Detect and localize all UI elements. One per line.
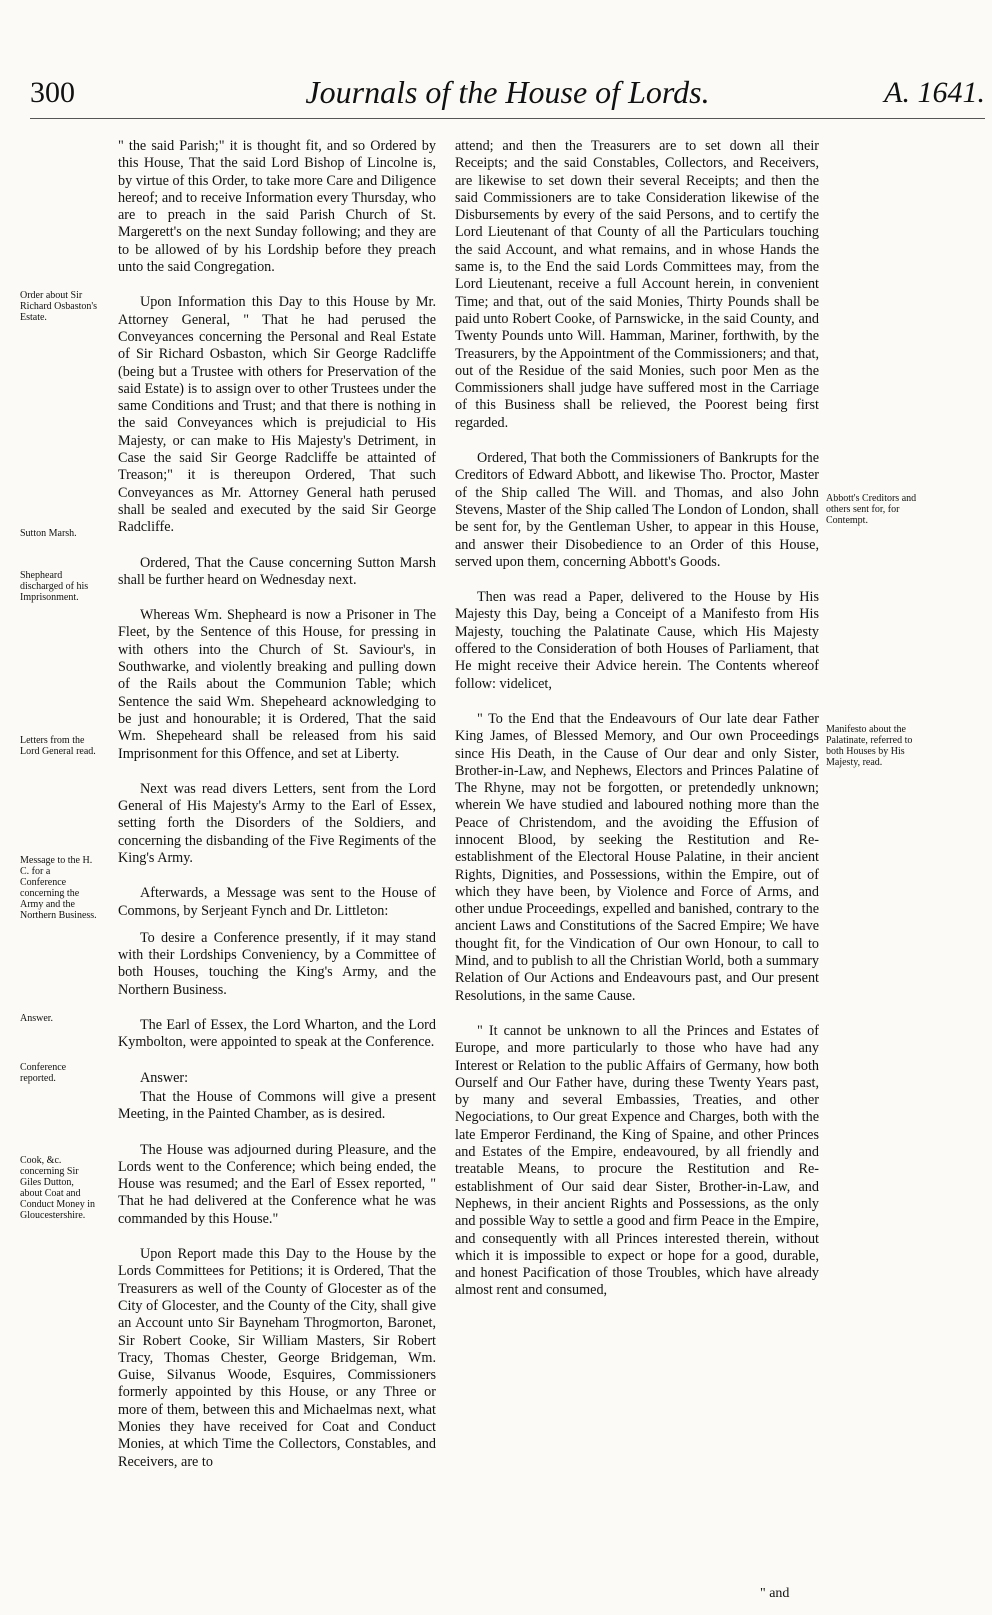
paragraph-conference-speakers: The Earl of Essex, the Lord Wharton, and the Lord Kymbolton, were appointed to speak at the Conference.	[118, 1017, 436, 1051]
paragraph-message-commons: Afterwards, a Message was sent to the House of Commons, by Serjeant Fynch and Dr. Littleton:	[118, 885, 436, 919]
margin-note-osbaston: Order about Sir Richard Osbaston's Estate.	[20, 290, 98, 323]
paragraph-lincolne-order: " the said Parish;" it is thought fit, and so Ordered by this House, That the said Lord Bishop of Lincolne is, by virtue of this Order, to take more Care and Diligence hereof; and to receive Information every Thursday, who are to preach in the said Parish Church of St. Margerett's on the next Sunday following; and they are to be allowed of by his Lordship before they preach unto the said Congregation.	[118, 138, 436, 276]
paragraph-osbaston-conveyances: Upon Information this Day to this House by Mr. Attorney General, " That he had perused the Conveyances concerning the Personal and Real Estate of Sir Richard Osbaston, which Sir George Radcliffe (being but a Trustee with others for Preservation of the said Estate) is to assign over to other Trustees under the same Conditions and Trust; and that there is nothing in the said Conveyances which is prejudicial to His Majesty, or can make to His Majesty's Detriment, in Case the said Sir George Radcliffe be attainted of Treason;" it is thereupon Ordered, That such Conveyances as Mr. Attorney General hath perused shall be sealed and executed by the said Sir George Radcliffe.	[118, 294, 436, 536]
paragraph-conference-request: To desire a Conference presently, if it may stand with their Lordships Conveniency, by a Committee of both Houses, touching the King's Army, and the Northern Business.	[118, 929, 436, 998]
margin-note-shepheard: Shepheard discharged of his Imprisonment.	[20, 570, 89, 603]
right-column	[455, 138, 819, 1318]
paragraph-manifesto-intro: " To the End that the Endeavours of Our late dear Father King James, of Blessed Memory, and Our own Proceedings since His Death, in the Cause of Our dear and only Sister, Brother-in-Law, and Nephews, Electors and Princes Palatine of The Rhyne, may not be forgotten, or pretendedly unknown; wherein We have studied and laboured nothing more than the Peace of Christendom, and the avoiding the Effusion of innocent Blood, by seeking the Restitution and Re-establishment of the Electoral House Palatine, in their ancient Rights, Dignities, and Possessions, within the Empire, out of which they have been, by Violence and Force of Arms, and other undue Proceedings, expelled and banished, contrary to the ancient Laws and Constitutions of the Sacred Empire; We have thought fit, for the Vindication of Our own Honour, to call to Mind, and to publish to all the Christian World, both a summary Relation of Our Actions and Endeavours past, and Our present Resolutions, in the same Cause.	[455, 710, 819, 1004]
left-column	[118, 138, 436, 1489]
paragraph-manifesto-paper: Then was read a Paper, delivered to the House by His Majesty this Day, being a Conceipt of a Manifesto from His Majesty, touching the Palatinate Cause, which His Majesty offered to the Consideration of both Houses of Parliament, that He might receive their Advice herein. The Contents whereof follow: videlicet,	[455, 589, 819, 692]
margin-note-message: Message to the H. C. for a Conference concerning the Army and the Northern Business.	[20, 855, 97, 921]
paragraph-gloucester-treasurers: Upon Report made this Day to the House by the Lords Committees for Petitions; it is Ordered, That the Treasurers as well of the County of Glocester as of the City of Glocester, and the County of the City, shall give an Account unto Sir Bayneham Throgmorton, Baronet, Sir Robert Cooke, Sir William Masters, Sir Robert Tracy, Thomas Chester, George Bridgeman, Wm. Guise, Silvanus Woode, Esquires, Commissioners formerly appointed by this House, or any Three or more of them, between this and Michaelmas next, what Monies they have received for Coat and Conduct Monies, at which Time the Collectors, Constables, and Receivers, are to	[118, 1246, 436, 1470]
catchword: " and	[760, 1586, 790, 1601]
page-title: Journals of the House of Lords.	[305, 74, 710, 110]
page-year: A. 1641.	[884, 76, 985, 109]
margin-note-abbott: Abbott's Creditors and others sent for, for Contempt.	[826, 493, 917, 526]
paragraph-conference-report: The House was adjourned during Pleasure, and the Lords went to the Conference; which being ended, the House was resumed; and the Earl of Essex reported, " That he had delivered at the Conference what he was commanded by this House."	[118, 1141, 436, 1227]
paragraph-shepheard-release: Whereas Wm. Shepheard is now a Prisoner in The Fleet, by the Sentence of this House, for pressing in with others into the Church of St. Saviour's, in Southwarke, and violently breaking and pulling down of the Rails about the Communion Table; which Sentence the said Wm. Shepeheard acknowledging to be just and honourable; it is Ordered, That the said Wm. Shepeheard shall be released from his said Imprisonment for this Offence, and set at Liberty.	[118, 607, 436, 762]
paragraph-abbott-creditors: Ordered, That both the Commissioners of Bankrupts for the Creditors of Edward Abbott, and likewise Tho. Proctor, Master of the Ship called The Will. and Thomas, and also John Stevens, Master of the Ship called The London of London, shall be sent for, by the Gentleman Usher, to appear in this House, and answer their Disobedience to an Order of this House, served upon them, concerning Abbott's Goods.	[455, 450, 819, 570]
margin-note-manifesto: Manifesto about the Palatinate, referred to both Houses by His Majesty, read.	[826, 724, 913, 768]
paragraph-treasurers-receipts: attend; and then the Treasurers are to set down all their Receipts; and the said Constables, Collectors, and Receivers, are likewise to set down their several Receipts; and then the said Commissioners are to take Consideration likewise of the Disbursements by every of the said Persons, and to certify the Lord Lieutenant of that County of all the Particulars touching the said Account, and what remains, and in whose Hands the same is, to the End the said Lords Committees may, from the Lord Lieutenant, receive a full Account herein, in convenient Time; and that, out of the said Monies, Thirty Pounds shall be paid unto Robert Cooke, of Parnswicke, in the said County, and Twenty Pounds unto Will. Hamman, Mariner, forthwith, by the Treasurers, by the Appointment of the Commissioners; and that, out of the Residue of the said Monies, such poor Men as the Commissioners shall judge have suffered most in the Carriage of this Business shall be relieved, the Poorest being first regarded.	[455, 138, 819, 431]
paragraph-lord-general-letters: Next was read divers Letters, sent from the Lord General of His Majesty's Army to the Earl of Essex, setting forth the Disorders of the Soldiers, and concerning the disbanding of the Five Regiments of the King's Army.	[118, 780, 436, 866]
margin-note-sutton: Sutton Marsh.	[20, 528, 77, 539]
paragraph-answer-heading: Answer:	[140, 1069, 189, 1086]
paragraph-manifesto-europe: " It cannot be unknown to all the Princes and Estates of Europe, and more particularly to those who have had any Interest or Relation to the public Affairs of Germany, how both Ourself and Our Father have, during these Twenty Years past, by many and several Embassies, Treaties, and other Negociations, to Our great Expence and Charges, both with the late Emperor Ferdinand, the King of Spaine, and other Princes and Estates of the Empire, endeavoured, by all friendly and treatable Means, to procure the Restitution and Re-establishment of Our said dear Sister, Brother-in-Law, and Nephews, in their ancient Rights and Possessions, as the only and possible Way to settle a good and firm Peace in the Empire, and consequently with all Princes interested therein, without which it is impossible to expect or hope for a good, durable, and honest Pacification of those Troubles, which have already almost rent and consumed,	[455, 1022, 819, 1299]
page-header	[30, 68, 985, 119]
paragraph-answer-text: That the House of Commons will give a present Meeting, in the Painted Chamber, as is desired.	[118, 1088, 436, 1123]
margin-note-answer: Answer.	[20, 1013, 54, 1024]
page-number: 300	[30, 76, 75, 109]
paragraph-sutton-marsh: Ordered, That the Cause concerning Sutton Marsh shall be further heard on Wednesday next.	[118, 554, 436, 588]
margin-note-conference: Conference reported.	[20, 1062, 67, 1084]
margin-note-letters: Letters from the Lord General read.	[20, 735, 96, 757]
margin-note-cook: Cook, &c. concerning Sir Giles Dutton, about Coat and Conduct Money in Gloucestershire.	[20, 1155, 95, 1221]
